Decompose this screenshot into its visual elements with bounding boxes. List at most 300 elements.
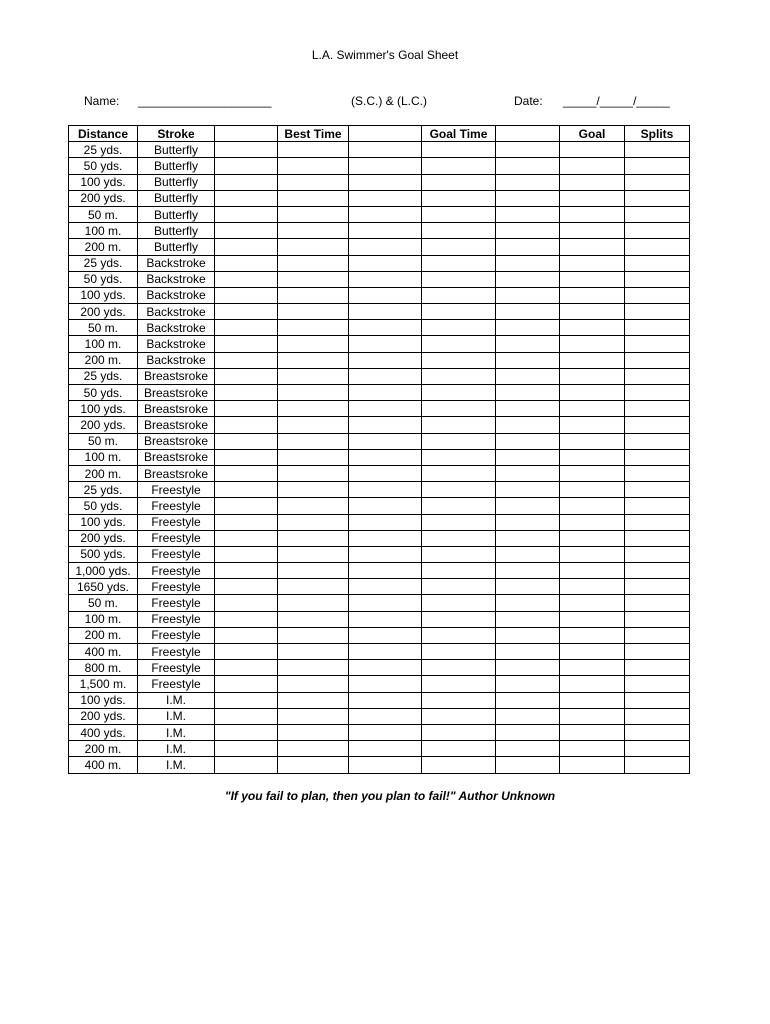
best-time-cell[interactable] xyxy=(278,611,349,627)
goal-time-cell[interactable] xyxy=(422,255,496,271)
blank-cell[interactable] xyxy=(215,498,278,514)
best-time-cell[interactable] xyxy=(278,692,349,708)
goal-time-cell[interactable] xyxy=(422,368,496,384)
blank-cell[interactable] xyxy=(349,417,422,433)
best-time-cell[interactable] xyxy=(278,563,349,579)
goal-cell[interactable] xyxy=(560,465,625,481)
splits-cell[interactable] xyxy=(625,223,690,239)
goal-cell[interactable] xyxy=(560,676,625,692)
blank-cell[interactable] xyxy=(215,579,278,595)
blank-cell[interactable] xyxy=(496,320,560,336)
blank-cell[interactable] xyxy=(496,741,560,757)
splits-cell[interactable] xyxy=(625,514,690,530)
blank-cell[interactable] xyxy=(496,579,560,595)
blank-cell[interactable] xyxy=(496,433,560,449)
goal-cell[interactable] xyxy=(560,611,625,627)
splits-cell[interactable] xyxy=(625,433,690,449)
blank-cell[interactable] xyxy=(349,579,422,595)
best-time-cell[interactable] xyxy=(278,546,349,562)
best-time-cell[interactable] xyxy=(278,142,349,158)
blank-cell[interactable] xyxy=(349,627,422,643)
blank-cell[interactable] xyxy=(349,724,422,740)
splits-cell[interactable] xyxy=(625,368,690,384)
blank-cell[interactable] xyxy=(349,741,422,757)
splits-cell[interactable] xyxy=(625,142,690,158)
blank-cell[interactable] xyxy=(349,644,422,660)
goal-time-cell[interactable] xyxy=(422,579,496,595)
splits-cell[interactable] xyxy=(625,190,690,206)
splits-cell[interactable] xyxy=(625,465,690,481)
distance-cell: 1,000 yds. xyxy=(69,563,138,579)
blank-cell[interactable] xyxy=(349,206,422,222)
best-time-cell[interactable] xyxy=(278,530,349,546)
goal-time-cell[interactable] xyxy=(422,627,496,643)
goal-time-cell[interactable] xyxy=(422,271,496,287)
goal-cell[interactable] xyxy=(560,482,625,498)
goal-cell[interactable] xyxy=(560,304,625,320)
blank-cell[interactable] xyxy=(215,676,278,692)
goal-cell[interactable] xyxy=(560,498,625,514)
blank-cell[interactable] xyxy=(496,352,560,368)
splits-cell[interactable] xyxy=(625,401,690,417)
blank-cell[interactable] xyxy=(215,660,278,676)
blank-cell[interactable] xyxy=(215,304,278,320)
blank-cell[interactable] xyxy=(349,336,422,352)
splits-cell[interactable] xyxy=(625,336,690,352)
blank-cell[interactable] xyxy=(496,498,560,514)
blank-cell[interactable] xyxy=(215,320,278,336)
blank-cell[interactable] xyxy=(349,595,422,611)
splits-cell[interactable] xyxy=(625,692,690,708)
blank-cell[interactable] xyxy=(496,482,560,498)
table-row xyxy=(69,482,690,498)
best-time-cell[interactable] xyxy=(278,174,349,190)
blank-cell[interactable] xyxy=(349,482,422,498)
goal-cell[interactable] xyxy=(560,158,625,174)
blank-cell[interactable] xyxy=(496,724,560,740)
table-row xyxy=(69,741,690,757)
splits-cell[interactable] xyxy=(625,287,690,303)
blank-cell[interactable] xyxy=(349,368,422,384)
goal-cell[interactable] xyxy=(560,708,625,724)
goal-cell[interactable] xyxy=(560,724,625,740)
best-time-cell[interactable] xyxy=(278,336,349,352)
blank-cell[interactable] xyxy=(215,417,278,433)
goal-time-cell[interactable] xyxy=(422,142,496,158)
goal-time-cell[interactable] xyxy=(422,449,496,465)
blank-cell[interactable] xyxy=(215,563,278,579)
blank-cell[interactable] xyxy=(349,385,422,401)
goal-cell[interactable] xyxy=(560,401,625,417)
goal-time-cell[interactable] xyxy=(422,482,496,498)
blank-cell[interactable] xyxy=(496,627,560,643)
splits-cell[interactable] xyxy=(625,417,690,433)
blank-cell[interactable] xyxy=(496,401,560,417)
best-time-cell[interactable] xyxy=(278,708,349,724)
splits-cell[interactable] xyxy=(625,255,690,271)
goal-time-cell[interactable] xyxy=(422,595,496,611)
best-time-cell[interactable] xyxy=(278,482,349,498)
blank-cell[interactable] xyxy=(215,433,278,449)
goal-cell[interactable] xyxy=(560,546,625,562)
blank-cell[interactable] xyxy=(215,546,278,562)
blank-cell[interactable] xyxy=(349,190,422,206)
best-time-cell[interactable] xyxy=(278,271,349,287)
quote: "If you fail to plan, then you plan to fail!" Author Unknown xyxy=(224,789,556,803)
goal-time-cell[interactable] xyxy=(422,304,496,320)
blank-cell[interactable] xyxy=(496,385,560,401)
blank-cell[interactable] xyxy=(215,336,278,352)
blank-cell[interactable] xyxy=(496,206,560,222)
goal-time-cell[interactable] xyxy=(422,741,496,757)
blank-cell[interactable] xyxy=(496,708,560,724)
goal-cell[interactable] xyxy=(560,142,625,158)
splits-cell[interactable] xyxy=(625,724,690,740)
goal-time-cell[interactable] xyxy=(422,206,496,222)
blank-cell[interactable] xyxy=(215,724,278,740)
table-row xyxy=(69,223,690,239)
stroke-cell: Butterfly xyxy=(138,239,215,255)
best-time-cell[interactable] xyxy=(278,223,349,239)
blank-cell[interactable] xyxy=(215,595,278,611)
blank-cell[interactable] xyxy=(496,611,560,627)
goal-time-cell[interactable] xyxy=(422,660,496,676)
blank-cell[interactable] xyxy=(215,530,278,546)
goal-time-cell[interactable] xyxy=(422,223,496,239)
goal-cell[interactable] xyxy=(560,595,625,611)
best-time-cell[interactable] xyxy=(278,741,349,757)
goal-cell[interactable] xyxy=(560,352,625,368)
goal-cell[interactable] xyxy=(560,627,625,643)
best-time-cell[interactable] xyxy=(278,644,349,660)
header-blank-3 xyxy=(496,126,560,142)
splits-cell[interactable] xyxy=(625,239,690,255)
best-time-cell[interactable] xyxy=(278,190,349,206)
splits-cell[interactable] xyxy=(625,304,690,320)
splits-cell[interactable] xyxy=(625,271,690,287)
blank-cell[interactable] xyxy=(349,692,422,708)
splits-cell[interactable] xyxy=(625,385,690,401)
blank-cell[interactable] xyxy=(215,206,278,222)
goal-cell[interactable] xyxy=(560,757,625,773)
goal-time-cell[interactable] xyxy=(422,724,496,740)
blank-cell[interactable] xyxy=(215,611,278,627)
splits-cell[interactable] xyxy=(625,741,690,757)
blank-cell[interactable] xyxy=(496,190,560,206)
goal-time-cell[interactable] xyxy=(422,465,496,481)
blank-cell[interactable] xyxy=(496,417,560,433)
blank-cell[interactable] xyxy=(496,595,560,611)
blank-cell[interactable] xyxy=(215,368,278,384)
best-time-cell[interactable] xyxy=(278,352,349,368)
name-field[interactable]: ____________________ xyxy=(138,94,272,108)
distance-cell: 100 yds. xyxy=(69,514,138,530)
blank-cell[interactable] xyxy=(215,142,278,158)
goal-cell[interactable] xyxy=(560,287,625,303)
goal-cell[interactable] xyxy=(560,692,625,708)
best-time-cell[interactable] xyxy=(278,287,349,303)
goal-cell[interactable] xyxy=(560,417,625,433)
blank-cell[interactable] xyxy=(349,304,422,320)
blank-cell[interactable] xyxy=(349,401,422,417)
blank-cell[interactable] xyxy=(215,692,278,708)
blank-cell[interactable] xyxy=(496,142,560,158)
best-time-cell[interactable] xyxy=(278,660,349,676)
goal-time-cell[interactable] xyxy=(422,757,496,773)
goal-cell[interactable] xyxy=(560,336,625,352)
stroke-cell: Freestyle xyxy=(138,530,215,546)
stroke-cell: Breastsroke xyxy=(138,417,215,433)
blank-cell[interactable] xyxy=(496,223,560,239)
distance-cell: 25 yds. xyxy=(69,482,138,498)
blank-cell[interactable] xyxy=(349,530,422,546)
goal-time-cell[interactable] xyxy=(422,336,496,352)
blank-cell[interactable] xyxy=(349,708,422,724)
blank-cell[interactable] xyxy=(496,660,560,676)
blank-cell[interactable] xyxy=(349,660,422,676)
blank-cell[interactable] xyxy=(349,449,422,465)
splits-cell[interactable] xyxy=(625,482,690,498)
best-time-cell[interactable] xyxy=(278,206,349,222)
splits-cell[interactable] xyxy=(625,579,690,595)
blank-cell[interactable] xyxy=(496,287,560,303)
goal-cell[interactable] xyxy=(560,433,625,449)
blank-cell[interactable] xyxy=(496,757,560,773)
goal-cell[interactable] xyxy=(560,223,625,239)
goal-time-cell[interactable] xyxy=(422,385,496,401)
best-time-cell[interactable] xyxy=(278,385,349,401)
blank-cell[interactable] xyxy=(215,708,278,724)
blank-cell[interactable] xyxy=(349,223,422,239)
best-time-cell[interactable] xyxy=(278,676,349,692)
best-time-cell[interactable] xyxy=(278,627,349,643)
goal-cell[interactable] xyxy=(560,660,625,676)
blank-cell[interactable] xyxy=(496,239,560,255)
blank-cell[interactable] xyxy=(349,287,422,303)
goal-time-cell[interactable] xyxy=(422,433,496,449)
blank-cell[interactable] xyxy=(349,498,422,514)
blank-cell[interactable] xyxy=(215,190,278,206)
blank-cell[interactable] xyxy=(215,401,278,417)
splits-cell[interactable] xyxy=(625,660,690,676)
best-time-cell[interactable] xyxy=(278,320,349,336)
distance-cell: 50 yds. xyxy=(69,158,138,174)
splits-cell[interactable] xyxy=(625,352,690,368)
blank-cell[interactable] xyxy=(349,546,422,562)
goal-cell[interactable] xyxy=(560,579,625,595)
blank-cell[interactable] xyxy=(496,174,560,190)
goal-cell[interactable] xyxy=(560,563,625,579)
splits-cell[interactable] xyxy=(625,206,690,222)
splits-cell[interactable] xyxy=(625,530,690,546)
goal-time-cell[interactable] xyxy=(422,611,496,627)
goal-time-cell[interactable] xyxy=(422,417,496,433)
goal-time-cell[interactable] xyxy=(422,644,496,660)
best-time-cell[interactable] xyxy=(278,401,349,417)
goal-cell[interactable] xyxy=(560,644,625,660)
blank-cell[interactable] xyxy=(496,644,560,660)
best-time-cell[interactable] xyxy=(278,514,349,530)
blank-cell[interactable] xyxy=(215,627,278,643)
blank-cell[interactable] xyxy=(349,239,422,255)
blank-cell[interactable] xyxy=(349,158,422,174)
stroke-cell: I.M. xyxy=(138,724,215,740)
goal-cell[interactable] xyxy=(560,255,625,271)
blank-cell[interactable] xyxy=(496,336,560,352)
blank-cell[interactable] xyxy=(215,482,278,498)
stroke-cell: Backstroke xyxy=(138,336,215,352)
best-time-cell[interactable] xyxy=(278,304,349,320)
blank-cell[interactable] xyxy=(496,676,560,692)
table-row xyxy=(69,708,690,724)
goal-time-cell[interactable] xyxy=(422,320,496,336)
blank-cell[interactable] xyxy=(349,271,422,287)
goal-cell[interactable] xyxy=(560,530,625,546)
goal-time-cell[interactable] xyxy=(422,239,496,255)
goal-time-cell[interactable] xyxy=(422,530,496,546)
blank-cell[interactable] xyxy=(496,546,560,562)
goal-time-cell[interactable] xyxy=(422,708,496,724)
best-time-cell[interactable] xyxy=(278,417,349,433)
blank-cell[interactable] xyxy=(215,174,278,190)
best-time-cell[interactable] xyxy=(278,498,349,514)
blank-cell[interactable] xyxy=(215,255,278,271)
splits-cell[interactable] xyxy=(625,611,690,627)
blank-cell[interactable] xyxy=(496,449,560,465)
splits-cell[interactable] xyxy=(625,563,690,579)
splits-cell[interactable] xyxy=(625,644,690,660)
blank-cell[interactable] xyxy=(215,223,278,239)
best-time-cell[interactable] xyxy=(278,579,349,595)
blank-cell[interactable] xyxy=(349,433,422,449)
blank-cell[interactable] xyxy=(215,385,278,401)
splits-cell[interactable] xyxy=(625,320,690,336)
date-field[interactable]: _____/_____/_____ xyxy=(563,94,670,108)
header-blank-1 xyxy=(215,126,278,142)
goal-time-cell[interactable] xyxy=(422,514,496,530)
distance-cell: 1,500 m. xyxy=(69,676,138,692)
blank-cell[interactable] xyxy=(349,611,422,627)
blank-cell[interactable] xyxy=(215,757,278,773)
best-time-cell[interactable] xyxy=(278,449,349,465)
blank-cell[interactable] xyxy=(496,465,560,481)
blank-cell[interactable] xyxy=(349,676,422,692)
goal-cell[interactable] xyxy=(560,741,625,757)
goal-cell[interactable] xyxy=(560,206,625,222)
best-time-cell[interactable] xyxy=(278,255,349,271)
splits-cell[interactable] xyxy=(625,757,690,773)
blank-cell[interactable] xyxy=(496,255,560,271)
goal-time-cell[interactable] xyxy=(422,190,496,206)
goal-time-cell[interactable] xyxy=(422,546,496,562)
blank-cell[interactable] xyxy=(349,352,422,368)
blank-cell[interactable] xyxy=(215,465,278,481)
splits-cell[interactable] xyxy=(625,595,690,611)
blank-cell[interactable] xyxy=(496,158,560,174)
blank-cell[interactable] xyxy=(349,320,422,336)
distance-cell: 200 m. xyxy=(69,352,138,368)
goal-cell[interactable] xyxy=(560,514,625,530)
splits-cell[interactable] xyxy=(625,174,690,190)
goal-cell[interactable] xyxy=(560,320,625,336)
table-row xyxy=(69,563,690,579)
splits-cell[interactable] xyxy=(625,708,690,724)
blank-cell[interactable] xyxy=(215,271,278,287)
best-time-cell[interactable] xyxy=(278,465,349,481)
best-time-cell[interactable] xyxy=(278,757,349,773)
distance-cell: 200 m. xyxy=(69,239,138,255)
splits-cell[interactable] xyxy=(625,158,690,174)
goal-cell[interactable] xyxy=(560,271,625,287)
goal-time-cell[interactable] xyxy=(422,692,496,708)
best-time-cell[interactable] xyxy=(278,724,349,740)
splits-cell[interactable] xyxy=(625,627,690,643)
blank-cell[interactable] xyxy=(349,465,422,481)
blank-cell[interactable] xyxy=(496,304,560,320)
goal-time-cell[interactable] xyxy=(422,401,496,417)
blank-cell[interactable] xyxy=(215,741,278,757)
stroke-cell: Butterfly xyxy=(138,142,215,158)
goal-time-cell[interactable] xyxy=(422,498,496,514)
blank-cell[interactable] xyxy=(215,514,278,530)
blank-cell[interactable] xyxy=(496,563,560,579)
goal-cell[interactable] xyxy=(560,368,625,384)
stroke-cell: Freestyle xyxy=(138,546,215,562)
best-time-cell[interactable] xyxy=(278,239,349,255)
best-time-cell[interactable] xyxy=(278,368,349,384)
goal-cell[interactable] xyxy=(560,174,625,190)
blank-cell[interactable] xyxy=(496,271,560,287)
splits-cell[interactable] xyxy=(625,449,690,465)
blank-cell[interactable] xyxy=(349,142,422,158)
goal-cell[interactable] xyxy=(560,190,625,206)
goal-time-cell[interactable] xyxy=(422,563,496,579)
blank-cell[interactable] xyxy=(496,692,560,708)
blank-cell[interactable] xyxy=(349,563,422,579)
goal-time-cell[interactable] xyxy=(422,174,496,190)
best-time-cell[interactable] xyxy=(278,158,349,174)
blank-cell[interactable] xyxy=(215,239,278,255)
blank-cell[interactable] xyxy=(349,174,422,190)
splits-cell[interactable] xyxy=(625,546,690,562)
blank-cell[interactable] xyxy=(349,255,422,271)
blank-cell[interactable] xyxy=(349,757,422,773)
stroke-cell: Backstroke xyxy=(138,352,215,368)
blank-cell[interactable] xyxy=(215,644,278,660)
goal-time-cell[interactable] xyxy=(422,352,496,368)
blank-cell[interactable] xyxy=(496,514,560,530)
splits-cell[interactable] xyxy=(625,498,690,514)
blank-cell[interactable] xyxy=(215,352,278,368)
blank-cell[interactable] xyxy=(215,449,278,465)
table-row xyxy=(69,287,690,303)
best-time-cell[interactable] xyxy=(278,433,349,449)
blank-cell[interactable] xyxy=(215,158,278,174)
blank-cell[interactable] xyxy=(215,287,278,303)
goal-time-cell[interactable] xyxy=(422,287,496,303)
splits-cell[interactable] xyxy=(625,676,690,692)
goal-cell[interactable] xyxy=(560,449,625,465)
goal-time-cell[interactable] xyxy=(422,158,496,174)
best-time-cell[interactable] xyxy=(278,595,349,611)
goal-cell[interactable] xyxy=(560,385,625,401)
goal-time-cell[interactable] xyxy=(422,676,496,692)
goal-cell[interactable] xyxy=(560,239,625,255)
blank-cell[interactable] xyxy=(349,514,422,530)
blank-cell[interactable] xyxy=(496,530,560,546)
table-row xyxy=(69,692,690,708)
blank-cell[interactable] xyxy=(496,368,560,384)
